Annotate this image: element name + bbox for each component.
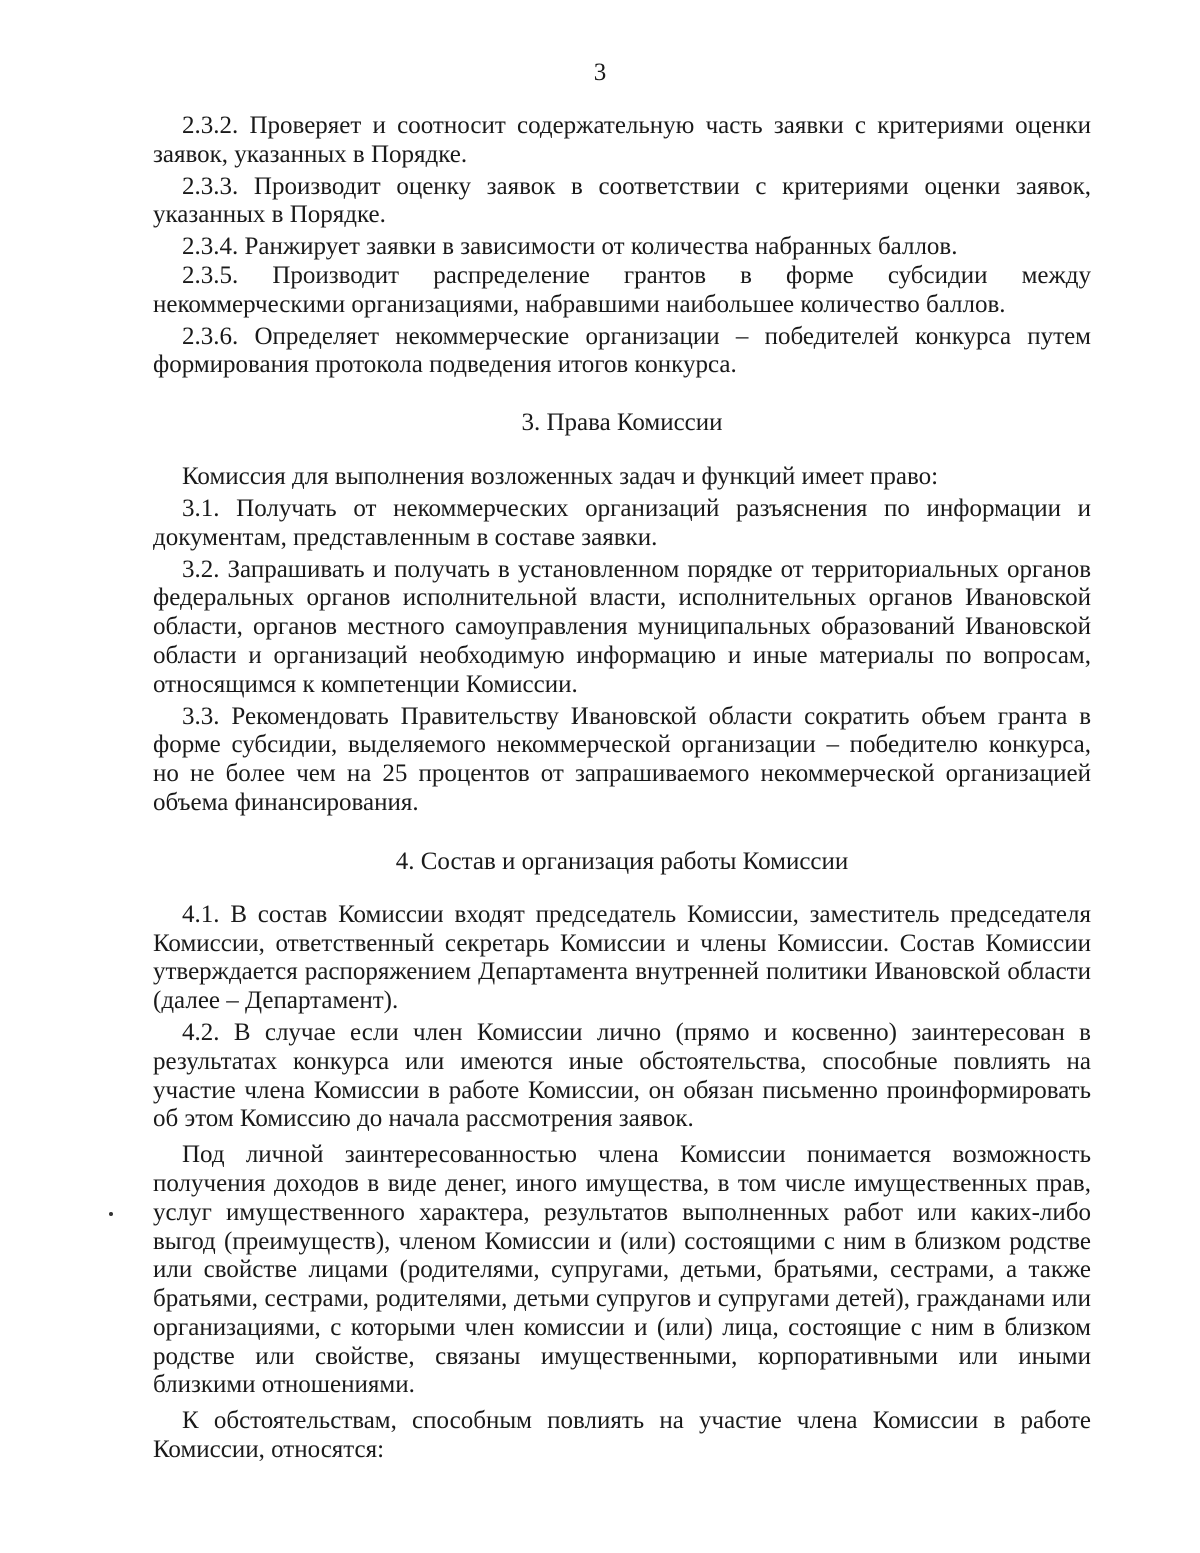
section-heading-rights: 3. Права Комиссии [521,409,723,437]
paragraph-personal-interest: Под личной заинтересованностью члена Комиссии понимается возможность получения доходов в виде денег, иного имущества, в том числе имущественных прав, услуг имущественного характера, результатов выполненных работ или каких-либо выгод (преимуществ), членом Комиссии и (или) состоящими с ним в близком родстве или свойстве лицами (родителями, супругами, детьми, братьями, сестрами, а также братьями, сестрами, родителями, детьми супругов и супругами детей), гражданами или организациями, с которыми член комиссии и (или) лица, состоящие с ним в близком родстве или свойстве, связаны имущественными, корпоративными или иными близкими отношениями. [153,1141,1091,1399]
paragraph-3-3: 3.3. Рекомендовать Правительству Ивановской области сократить объем гранта в форме субсидии, выделяемого некоммерческой организации – победителю конкурса, но не более чем на 25 процентов от запрашиваемого некоммерческой организацией объема финансирования. [153,702,1091,816]
paragraph-4-2: 4.2. В случае если член Комиссии лично (прямо и косвенно) заинтересован в результатах конкурса или имеются иные обстоятельства, способные повлиять на участие члена Комиссии в работе Комиссии, он обязан письменно проинформировать об этом Комиссию до начала рассмотрения заявок. [153,1018,1091,1133]
paragraph-2-3-4: 2.3.4. Ранжирует заявки в зависимости от количества набранных баллов. [182,233,958,261]
paragraph-2-3-3: 2.3.3. Производит оценку заявок в соответствии с критериями оценки заявок, указанных в Порядке. [153,172,1091,229]
paragraph-4-1: 4.1. В состав Комиссии входят председатель Комиссии, заместитель председателя Комиссии, ответственный секретарь Комиссии и члены Комиссии. Состав Комиссии утверждается распоряжением Департамента внутренней политики Ивановской области (далее – Департамент). [153,900,1091,1015]
section-heading-composition: 4. Состав и организация работы Комиссии [395,847,849,875]
paragraph-rights-intro: Комиссия для выполнения возложенных задач и функций имеет право: [182,463,939,491]
scan-speck [109,1212,113,1216]
document-body [153,112,1091,1465]
paragraph-circumstances: К обстоятельствам, способным повлиять на участие члена Комиссии в работе Комиссии, относятся: [153,1407,1091,1464]
paragraph-3-2: 3.2. Запрашивать и получать в установленном порядке от территориальных органов федеральных органов исполнительной власти, исполнительных органов Ивановской области, органов местного самоуправления муниципальных образований Ивановской области и организаций необходимую информацию и иные материалы по вопросам, относящимся к компетенции Комиссии. [153,555,1091,698]
page-number: 3 [593,59,607,86]
paragraph-2-3-2: 2.3.2. Проверяет и соотносит содержательную часть заявки с критериями оценки заявок, указанных в Порядке. [153,112,1091,168]
paragraph-2-3-5: 2.3.5. Производит распределение грантов в форме субсидии между некоммерческими организациями, набравшими наибольшее количество баллов. [153,261,1091,318]
paragraph-3-1: 3.1. Получать от некоммерческих организаций разъяснения по информации и документам, представленным в составе заявки. [153,494,1091,551]
paragraph-2-3-6: 2.3.6. Определяет некоммерческие организации – победителей конкурса путем формирования протокола подведения итогов конкурса. [153,322,1091,379]
